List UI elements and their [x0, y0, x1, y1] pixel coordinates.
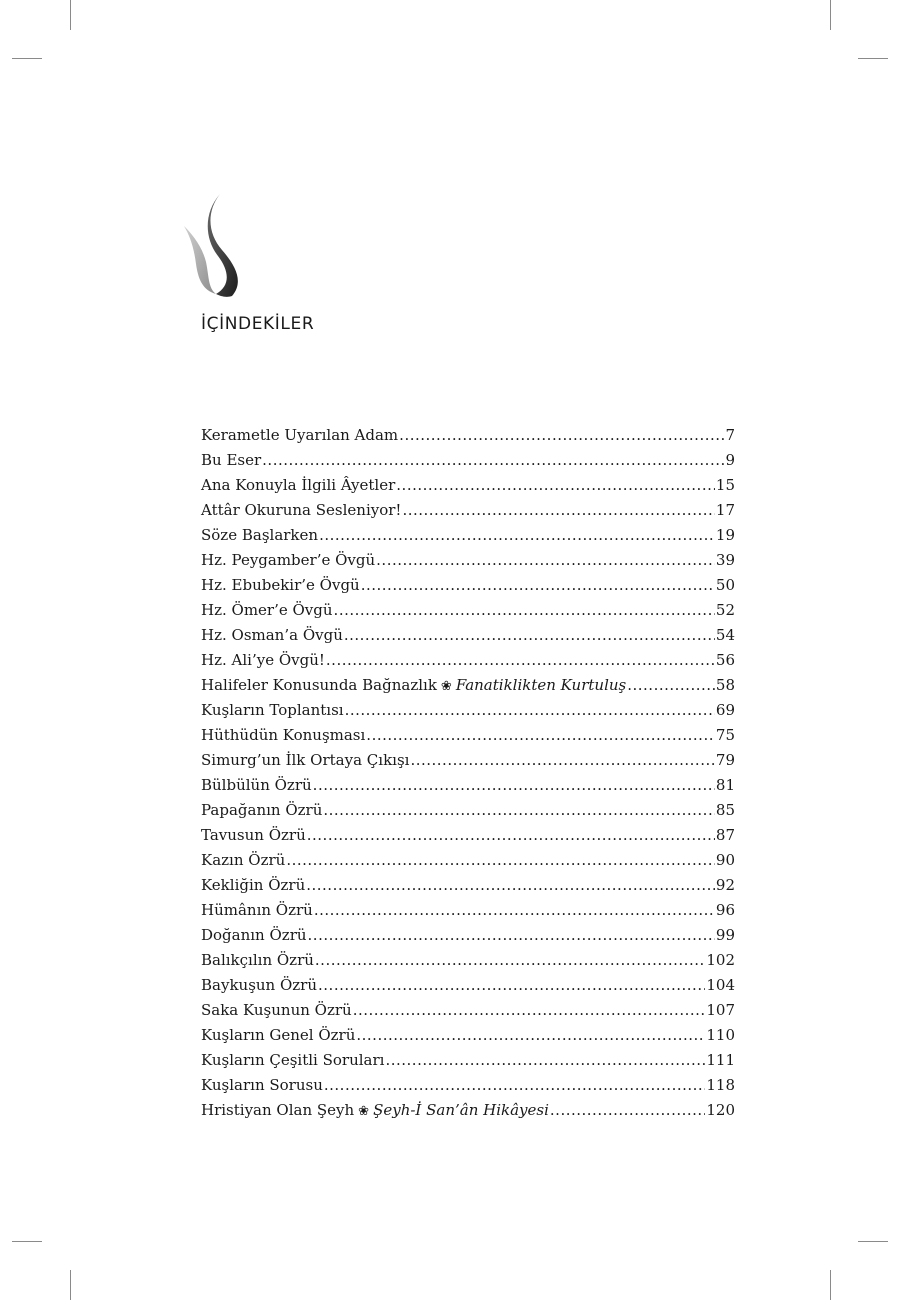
toc-entry-title: Kuşların Toplantısı	[201, 701, 344, 719]
toc-entry	[201, 998, 735, 1023]
dot-leader	[402, 498, 714, 523]
crop-mark-bottom-left-h	[12, 1241, 42, 1242]
toc-page-number: 58	[715, 676, 735, 694]
toc-entry	[201, 698, 735, 723]
dot-leader	[399, 423, 724, 448]
toc-entry-title: Bülbülün Özrü	[201, 776, 312, 794]
toc-page-number: 99	[715, 926, 735, 944]
dot-leader	[344, 623, 715, 648]
toc-entry-title: Kuşların Genel Özrü	[201, 1026, 356, 1044]
dot-leader	[313, 773, 715, 798]
toc-entry	[201, 523, 735, 548]
crop-mark-bottom-left	[70, 1270, 71, 1300]
dot-leader	[361, 573, 715, 598]
toc-entry-title: Baykuşun Özrü	[201, 976, 318, 994]
dot-leader	[318, 973, 705, 998]
toc-page-number: 120	[706, 1101, 735, 1119]
toc-entry-title: Papağanın Özrü	[201, 801, 323, 819]
table-of-contents	[201, 423, 735, 1123]
toc-page-number: 118	[706, 1076, 735, 1094]
toc-page-number: 39	[715, 551, 735, 569]
toc-page-number: 54	[715, 626, 735, 644]
toc-page-number: 19	[715, 526, 735, 544]
toc-page-number: 7	[725, 426, 735, 444]
dot-leader	[353, 998, 706, 1023]
page-title: İÇİNDEKİLER	[201, 314, 315, 334]
toc-page-number: 110	[706, 1026, 735, 1044]
dot-leader	[410, 748, 714, 773]
dot-leader	[286, 848, 715, 873]
dot-leader	[550, 1098, 705, 1123]
toc-entry	[201, 548, 735, 573]
emblem-dark-stroke	[208, 194, 238, 297]
toc-page-number: 111	[706, 1051, 735, 1069]
toc-entry-title: Kekliğin Özrü	[201, 876, 306, 894]
toc-page-number: 15	[715, 476, 735, 494]
toc-page-number: 90	[715, 851, 735, 869]
dot-leader	[308, 923, 715, 948]
calligraphic-emblem-icon	[178, 190, 250, 298]
toc-entry-title: Hz. Ebubekir’e Övgü	[201, 576, 360, 594]
toc-entry	[201, 598, 735, 623]
toc-entry-title: Balıkçılın Özrü	[201, 951, 314, 969]
dot-leader	[262, 448, 724, 473]
toc-entry-title: Kerametle Uyarılan Adam	[201, 426, 399, 444]
flower-ornament-icon: ❀	[440, 679, 452, 694]
toc-entry-title: Halifeler Konusunda Bağnazlık	[201, 676, 437, 694]
toc-entry	[201, 923, 735, 948]
toc-page-number: 50	[715, 576, 735, 594]
toc-entry-title: Hristiyan Olan Şeyh	[201, 1101, 355, 1119]
crop-mark-bottom-right	[830, 1270, 831, 1300]
dot-leader	[323, 798, 715, 823]
toc-entry	[201, 1098, 735, 1123]
toc-page-number: 75	[715, 726, 735, 744]
toc-entry-title: Kuşların Çeşitli Soruları	[201, 1051, 385, 1069]
toc-entry	[201, 848, 735, 873]
toc-entry-title: Hümânın Özrü	[201, 901, 313, 919]
dot-leader	[396, 473, 715, 498]
toc-page-number: 96	[715, 901, 735, 919]
toc-entry-title: Saka Kuşunun Özrü	[201, 1001, 352, 1019]
toc-entry	[201, 573, 735, 598]
crop-mark-top-right-h	[858, 58, 888, 59]
dot-leader	[324, 1073, 705, 1098]
toc-entry-title: Ana Konuyla İlgili Âyetler	[201, 476, 396, 494]
toc-entry	[201, 823, 735, 848]
toc-entry	[201, 973, 735, 998]
toc-page-number: 52	[715, 601, 735, 619]
toc-page-number: 87	[715, 826, 735, 844]
toc-entry-title: Kazın Özrü	[201, 851, 286, 869]
toc-entry-subtitle: Şeyh-İ San’ân Hikâyesi	[373, 1101, 549, 1119]
toc-entry	[201, 423, 735, 448]
dot-leader	[345, 698, 715, 723]
dot-leader	[334, 598, 715, 623]
toc-entry-title: Hz. Ömer’e Övgü	[201, 601, 333, 619]
dot-leader	[314, 898, 715, 923]
toc-entry	[201, 898, 735, 923]
crop-mark-top-right	[830, 0, 831, 30]
toc-entry-title: Söze Başlarken	[201, 526, 319, 544]
toc-entry	[201, 948, 735, 973]
dot-leader	[376, 548, 715, 573]
toc-entry-title: Simurg’un İlk Ortaya Çıkışı	[201, 751, 410, 769]
toc-entry	[201, 498, 735, 523]
toc-entry	[201, 1048, 735, 1073]
dot-leader	[315, 948, 705, 973]
toc-entry-title: Attâr Okuruna Sesleniyor!	[201, 501, 402, 519]
toc-entry	[201, 723, 735, 748]
toc-page-number: 102	[706, 951, 735, 969]
toc-page-number: 107	[706, 1001, 735, 1019]
toc-entry-title: Doğanın Özrü	[201, 926, 307, 944]
toc-entry	[201, 673, 735, 698]
toc-entry	[201, 648, 735, 673]
toc-page-number: 92	[715, 876, 735, 894]
toc-entry-title: Hüthüdün Konuşması	[201, 726, 366, 744]
dot-leader	[307, 823, 715, 848]
toc-entry-title: Hz. Osman’a Övgü	[201, 626, 343, 644]
toc-page-number: 85	[715, 801, 735, 819]
toc-entry-title: Bu Eser	[201, 451, 262, 469]
toc-entry	[201, 1023, 735, 1048]
flower-ornament-icon: ❀	[358, 1104, 370, 1119]
toc-entry-title: Hz. Peygamber’e Övgü	[201, 551, 376, 569]
toc-entry	[201, 748, 735, 773]
toc-entry-title: Kuşların Sorusu	[201, 1076, 323, 1094]
toc-entry	[201, 773, 735, 798]
dot-leader	[319, 523, 715, 548]
toc-entry	[201, 798, 735, 823]
toc-entry	[201, 448, 735, 473]
toc-entry	[201, 473, 735, 498]
crop-mark-top-left-h	[12, 58, 42, 59]
dot-leader	[356, 1023, 705, 1048]
crop-mark-top-left	[70, 0, 71, 30]
toc-page-number: 81	[715, 776, 735, 794]
dot-leader	[385, 1048, 705, 1073]
toc-entry-title: Tavusun Özrü	[201, 826, 306, 844]
toc-entry	[201, 873, 735, 898]
dot-leader	[627, 673, 715, 698]
toc-page-number: 9	[725, 451, 735, 469]
toc-page-number: 79	[715, 751, 735, 769]
crop-mark-bottom-right-h	[858, 1241, 888, 1242]
toc-entry	[201, 623, 735, 648]
toc-page-number: 17	[715, 501, 735, 519]
toc-entry	[201, 1073, 735, 1098]
dot-leader	[366, 723, 715, 748]
toc-entry-subtitle: Fanatiklikten Kurtuluş	[455, 676, 627, 694]
toc-page-number: 56	[715, 651, 735, 669]
toc-page-number: 69	[715, 701, 735, 719]
toc-entry-title: Hz. Ali’ye Övgü!	[201, 651, 325, 669]
dot-leader	[306, 873, 715, 898]
toc-page-number: 104	[706, 976, 735, 994]
dot-leader	[326, 648, 715, 673]
